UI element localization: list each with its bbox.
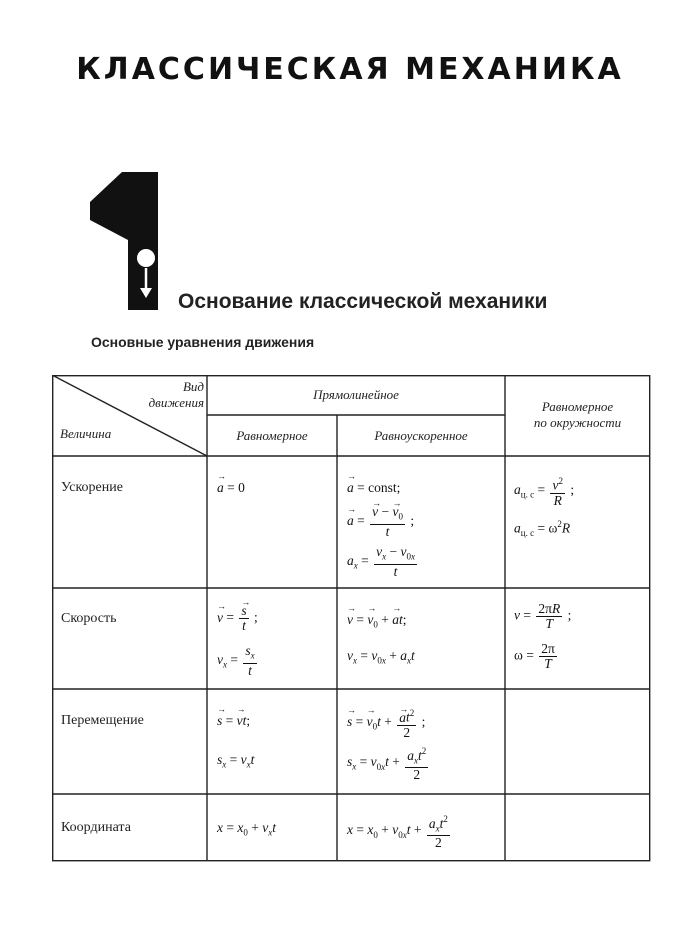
formula-acceleration-vector: → a = → $\frac{v - \to v_0}{t}$ ;: [347, 505, 414, 539]
formula-acceleration-projection: $a_x$ = $\frac{v_x - v_{0x}}{t}$: [347, 544, 415, 579]
formula-centripetal-omega: $a_{ц. с} = \omega^2R$: [514, 519, 571, 539]
row-label-velocity: Скорость: [61, 611, 117, 626]
formula-displacement-projection: $s_x = v_xt$: [217, 752, 255, 770]
chapter-number: [0, 0, 1, 1]
formula-displacement-vector: → s = → vt;: [217, 713, 250, 729]
row-label-displacement: Перемещение: [61, 713, 144, 728]
formula-centripetal-acceleration: $a_{ц. с}$ = $\frac{v^2}{R}$ ;: [514, 476, 575, 508]
header-accelerated: Равноускоренное: [374, 428, 468, 443]
formula-displacement-accelerated-vector: → s = → $v_0t$ + → $\frac{at^2}{2}$ ;: [347, 706, 425, 740]
header-motion-type-line1: Вид: [182, 379, 204, 394]
header-uniform: Равномерное: [236, 428, 308, 443]
formula-displacement-accelerated-projection: $s_x = v_{0x}t$ + $\frac{a_xt^2}{2}$: [347, 746, 427, 783]
row-label-acceleration: Ускорение: [61, 480, 123, 495]
header-motion-type: [118, 379, 204, 411]
formula-circular-speed: v = $\frac{2\pi R}{T}$ ;: [514, 601, 572, 631]
formula-acceleration-uniform: → a = 0: [217, 480, 245, 496]
main-title: КЛАССИЧЕСКАЯ МЕХАНИКА: [76, 52, 624, 87]
formula-velocity-vector: → v = → $\frac{s}{t}$ ;: [217, 604, 258, 633]
formula-velocity-accelerated-projection: $v_x = v_{0x} + a_xt$: [347, 648, 415, 666]
formula-velocity-accelerated-vector: → v = → $v_0$ + → at;: [347, 612, 407, 630]
chapter-title: Основание классической механики: [178, 290, 548, 313]
point-mass-icon: [136, 248, 156, 268]
formula-acceleration-const: → a = const;: [347, 480, 400, 496]
row-label-coordinate: Координата: [61, 820, 131, 835]
formula-coordinate-accelerated: $x = x_0 + v_{0x}t$ + $\frac{a_xt^2}{2}$: [347, 814, 448, 851]
header-rectilinear: Прямолинейное: [313, 387, 399, 402]
formula-velocity-projection: $v_x$ = $\frac{s_x}{t}$: [217, 643, 255, 678]
header-motion-type-line2: движения: [148, 395, 204, 410]
formula-coordinate-uniform: $x = x_0 + v_xt$: [217, 820, 277, 838]
section-title: Основные уравнения движения: [91, 334, 315, 350]
header-circular-line1: Равномерное: [541, 399, 614, 414]
formula-angular-velocity: ω = $\frac{2\pi}{T}$: [514, 641, 555, 671]
header-circular-line2: по окружности: [533, 415, 622, 430]
header-circular: [505, 399, 650, 431]
header-quantity: Величина: [60, 426, 112, 441]
chapter-number-graphic: [86, 170, 166, 310]
